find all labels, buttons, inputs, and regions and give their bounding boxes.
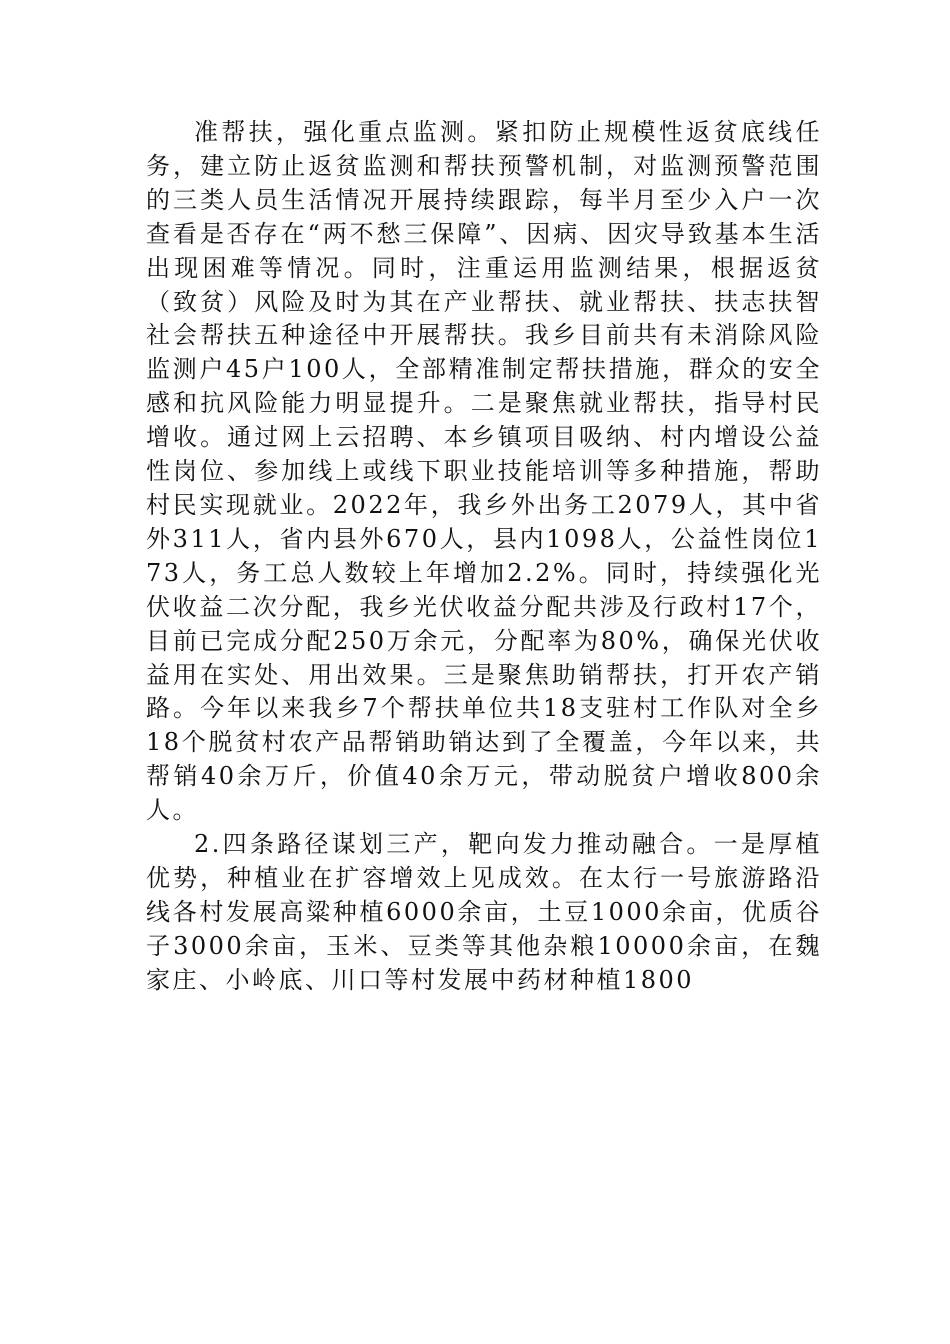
paragraph-1: 准帮扶，强化重点监测。紧扣防止规模性返贫底线任务，建立防止返贫监测和帮扶预警机制，对监测预警范围的三类人员生活情况开展持续跟踪，每半月至少入户一次查看是否存在“两不愁三保障”、因病、因灾导致基本生活出现困难等情况。同时，注重运用监测结果，根据返贫（致贫）风险及时为其在产业帮扶、就业帮扶、扶志扶智社会帮扶五种途径中开展帮扶。我乡目前共有未消除风险监测户45户100人，全部精准制定帮扶措施，群众的安全感和抗风险能力明显提升。二是聚焦就业帮扶，指导村民增收。通过网上云招聘、本乡镇项目吸纳、村内增设公益性岗位、参加线上或线下职业技能培训等多种措施，帮助村民实现就业。2022年，我乡外出务工2079人，其中省外311人，省内县外670人，县内1098人，公益性岗位173人，务工总人数较上年增加2.2%。同时，持续强化光伏收益二次分配，我乡光伏收益分配共涉及行政村17个，目前已完成分配250万余元，分配率为80%，确保光伏收益用在实处、用出效果。三是聚焦助销帮扶，打开农产销路。今年以来我乡7个帮扶单位共18支驻村工作队对全乡18个脱贫村农产品帮销助销达到了全覆盖，今年以来，共帮销40余万斤，价值40余万元，带动脱贫户增收800余人。 [146,118,822,825]
paragraph-2: 2.四条路径谋划三产，靶向发力推动融合。一是厚植优势，种植业在扩容增效上见成效。在太行一号旅游路沿线各村发展高粱种植6000余亩，土豆1000余亩，优质谷子3000余亩，玉米、豆类等其他杂粮10000余亩，在魏家庄、小岭底、川口等村发展中药材种植1800 [146,830,822,994]
document-body [146,116,822,998]
